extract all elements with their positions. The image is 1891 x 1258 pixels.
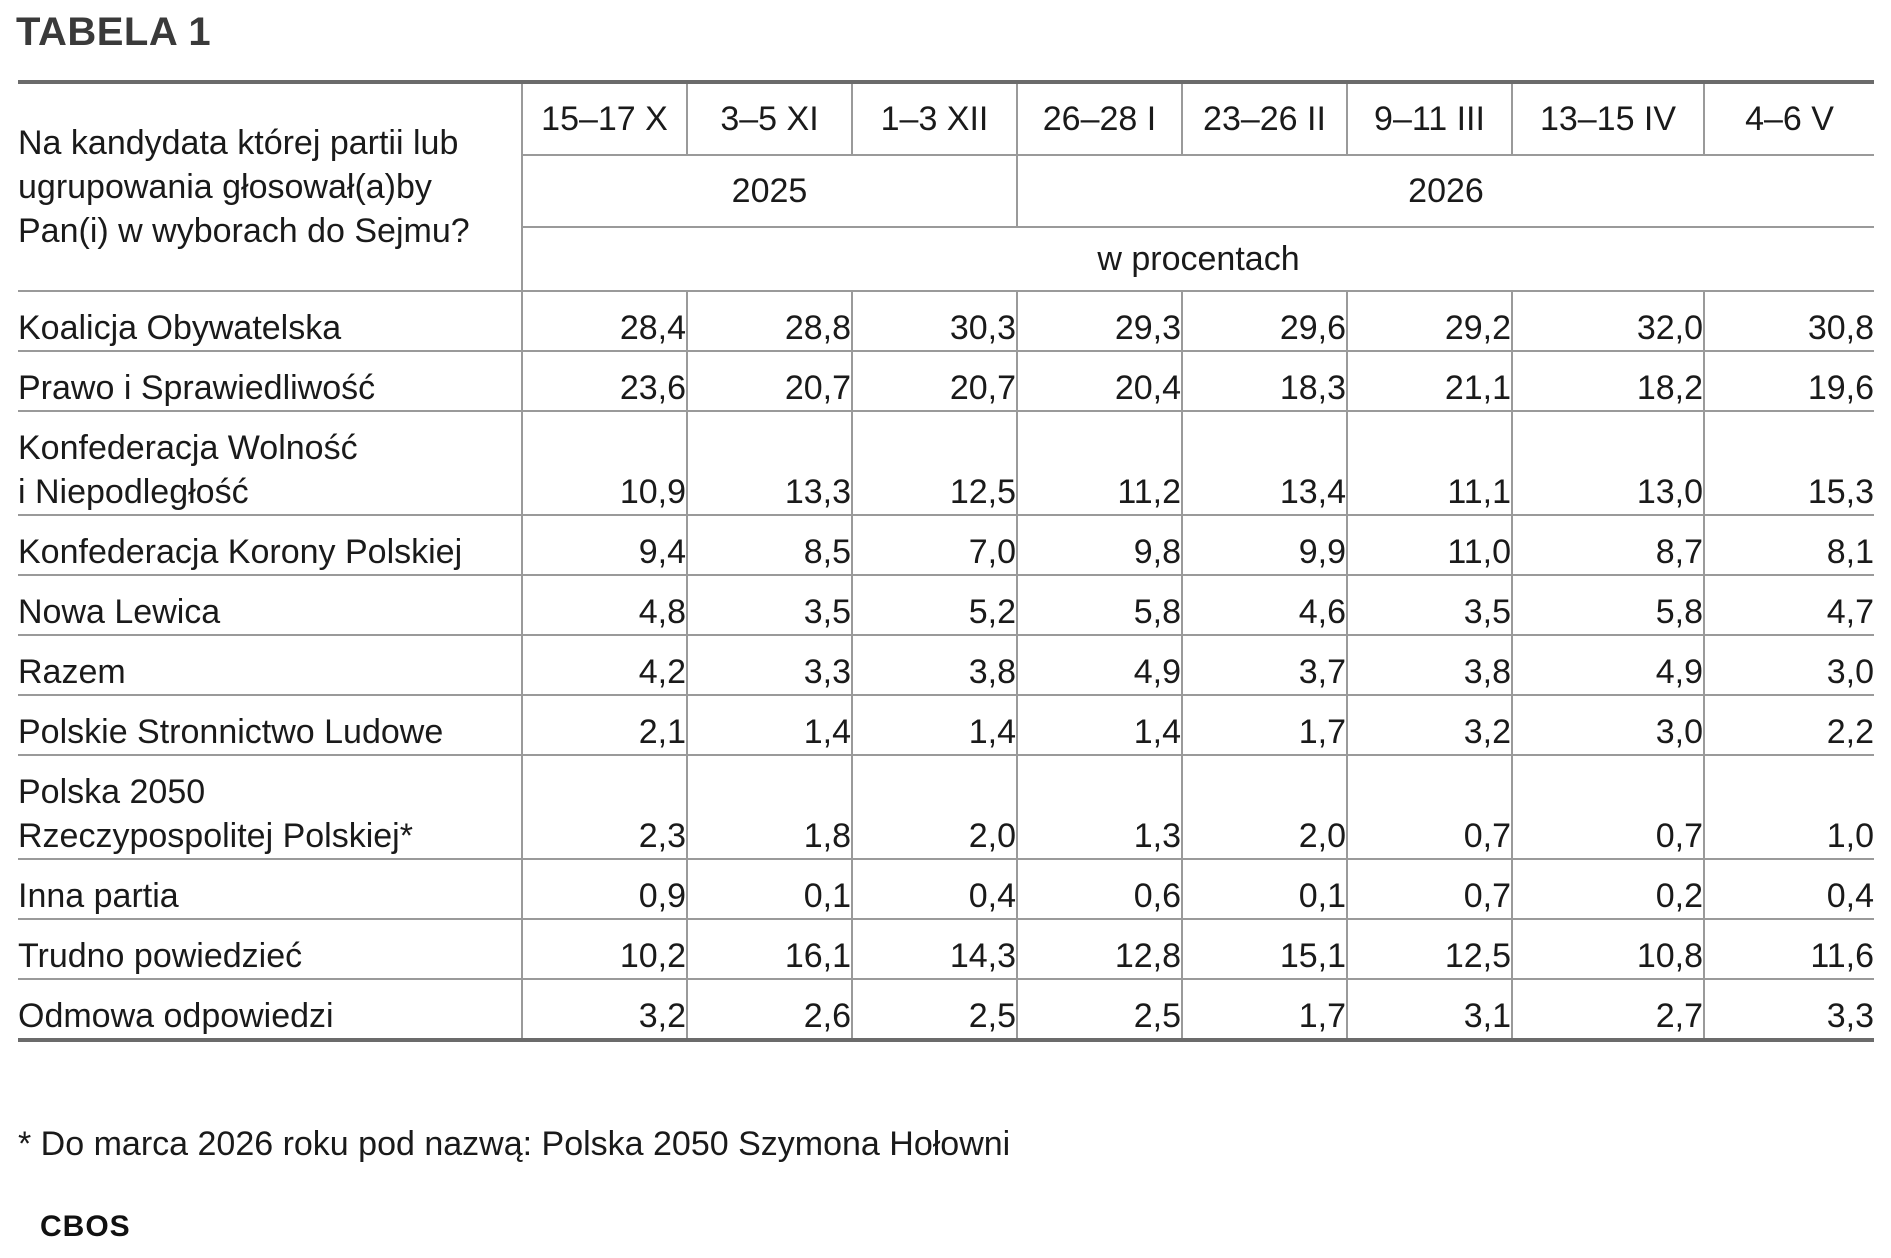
percent-cell: 2,7 bbox=[1512, 979, 1704, 1040]
party-label-line: Trudno powiedzieć bbox=[18, 937, 303, 975]
percent-cell: 0,1 bbox=[687, 859, 852, 919]
percent-cell: 7,0 bbox=[852, 515, 1017, 575]
percent-cell: 12,8 bbox=[1017, 919, 1182, 979]
table-row bbox=[18, 859, 1874, 919]
percent-cell: 1,4 bbox=[687, 695, 852, 755]
percent-cell: 3,0 bbox=[1512, 695, 1704, 755]
percent-cell: 3,8 bbox=[1347, 635, 1512, 695]
date-header: 3–5 XI bbox=[687, 82, 852, 155]
table-row bbox=[18, 515, 1874, 575]
percent-cell: 2,6 bbox=[687, 979, 852, 1040]
percent-cell: 2,2 bbox=[1704, 695, 1874, 755]
percent-cell: 15,1 bbox=[1182, 919, 1347, 979]
party-label bbox=[18, 575, 522, 635]
percent-cell: 18,3 bbox=[1182, 351, 1347, 411]
percent-cell: 1,3 bbox=[1017, 755, 1182, 859]
percent-cell: 3,3 bbox=[687, 635, 852, 695]
percent-cell: 4,6 bbox=[1182, 575, 1347, 635]
percent-cell: 8,7 bbox=[1512, 515, 1704, 575]
date-header: 9–11 III bbox=[1347, 82, 1512, 155]
table-row bbox=[18, 979, 1874, 1040]
table-row bbox=[18, 635, 1874, 695]
party-label-line: Nowa Lewica bbox=[18, 593, 221, 631]
question-header bbox=[18, 82, 522, 291]
percent-cell: 1,0 bbox=[1704, 755, 1874, 859]
percent-cell: 0,7 bbox=[1347, 859, 1512, 919]
party-label bbox=[18, 979, 522, 1040]
percent-cell: 5,2 bbox=[852, 575, 1017, 635]
percent-cell: 13,4 bbox=[1182, 411, 1347, 515]
percent-cell: 29,3 bbox=[1017, 291, 1182, 351]
percent-cell: 10,8 bbox=[1512, 919, 1704, 979]
year-header-2025: 2025 bbox=[522, 155, 1017, 227]
percent-cell: 10,2 bbox=[522, 919, 687, 979]
party-label-line: Inna partia bbox=[18, 877, 179, 915]
percent-cell: 30,3 bbox=[852, 291, 1017, 351]
percent-cell: 9,4 bbox=[522, 515, 687, 575]
party-label bbox=[18, 291, 522, 351]
percent-cell: 1,7 bbox=[1182, 695, 1347, 755]
table-row bbox=[18, 411, 1874, 515]
percent-cell: 3,5 bbox=[1347, 575, 1512, 635]
percent-cell: 5,8 bbox=[1512, 575, 1704, 635]
percent-cell: 19,6 bbox=[1704, 351, 1874, 411]
percent-cell: 23,6 bbox=[522, 351, 687, 411]
percent-cell: 9,8 bbox=[1017, 515, 1182, 575]
party-label-line: Rzeczypospolitej Polskiej* bbox=[18, 817, 413, 855]
percent-cell: 2,0 bbox=[1182, 755, 1347, 859]
table-row bbox=[18, 695, 1874, 755]
question-line: Na kandydata której partii lub bbox=[18, 124, 459, 162]
percent-cell: 11,1 bbox=[1347, 411, 1512, 515]
percent-cell: 0,2 bbox=[1512, 859, 1704, 919]
percent-cell: 4,9 bbox=[1512, 635, 1704, 695]
party-label bbox=[18, 515, 522, 575]
percent-cell: 2,1 bbox=[522, 695, 687, 755]
percent-cell: 1,7 bbox=[1182, 979, 1347, 1040]
party-label bbox=[18, 411, 522, 515]
party-label bbox=[18, 919, 522, 979]
percent-cell: 2,3 bbox=[522, 755, 687, 859]
footnote: * Do marca 2026 roku pod nazwą: Polska 2050 Szymona Hołowni bbox=[18, 1125, 1011, 1163]
table-row bbox=[18, 755, 1874, 859]
date-header: 13–15 IV bbox=[1512, 82, 1704, 155]
percent-cell: 2,5 bbox=[1017, 979, 1182, 1040]
percent-cell: 3,5 bbox=[687, 575, 852, 635]
percent-cell: 20,4 bbox=[1017, 351, 1182, 411]
percent-cell: 1,4 bbox=[1017, 695, 1182, 755]
percent-cell: 11,2 bbox=[1017, 411, 1182, 515]
date-header: 15–17 X bbox=[522, 82, 687, 155]
percent-cell: 0,7 bbox=[1347, 755, 1512, 859]
percent-cell: 0,4 bbox=[852, 859, 1017, 919]
percent-cell: 11,0 bbox=[1347, 515, 1512, 575]
percent-cell: 11,6 bbox=[1704, 919, 1874, 979]
year-header-2026: 2026 bbox=[1017, 155, 1874, 227]
percent-cell: 4,8 bbox=[522, 575, 687, 635]
percent-cell: 8,1 bbox=[1704, 515, 1874, 575]
percent-cell: 10,9 bbox=[522, 411, 687, 515]
percent-cell: 14,3 bbox=[852, 919, 1017, 979]
percent-cell: 0,7 bbox=[1512, 755, 1704, 859]
percent-cell: 12,5 bbox=[852, 411, 1017, 515]
party-label-line: Polskie Stronnictwo Ludowe bbox=[18, 713, 444, 751]
party-label bbox=[18, 351, 522, 411]
table-row bbox=[18, 291, 1874, 351]
percent-cell: 2,5 bbox=[852, 979, 1017, 1040]
percent-cell: 29,2 bbox=[1347, 291, 1512, 351]
percent-cell: 0,4 bbox=[1704, 859, 1874, 919]
table-row bbox=[18, 919, 1874, 979]
table-row bbox=[18, 575, 1874, 635]
percent-cell: 30,8 bbox=[1704, 291, 1874, 351]
table-title: TABELA 1 bbox=[16, 10, 212, 54]
percent-cell: 3,1 bbox=[1347, 979, 1512, 1040]
percent-cell: 5,8 bbox=[1017, 575, 1182, 635]
party-label bbox=[18, 755, 522, 859]
percent-cell: 0,9 bbox=[522, 859, 687, 919]
party-label bbox=[18, 859, 522, 919]
party-label-line: Konfederacja Wolność bbox=[18, 429, 358, 467]
percent-cell: 1,4 bbox=[852, 695, 1017, 755]
percent-cell: 21,1 bbox=[1347, 351, 1512, 411]
date-header: 26–28 I bbox=[1017, 82, 1182, 155]
percent-cell: 2,0 bbox=[852, 755, 1017, 859]
percent-cell: 13,3 bbox=[687, 411, 852, 515]
party-label-line: Konfederacja Korony Polskiej bbox=[18, 533, 463, 571]
question-line: Pan(i) w wyborach do Sejmu? bbox=[18, 212, 470, 250]
percent-cell: 18,2 bbox=[1512, 351, 1704, 411]
percent-cell: 3,7 bbox=[1182, 635, 1347, 695]
percent-cell: 3,2 bbox=[1347, 695, 1512, 755]
percent-cell: 4,9 bbox=[1017, 635, 1182, 695]
percent-cell: 28,4 bbox=[522, 291, 687, 351]
percent-cell: 3,2 bbox=[522, 979, 687, 1040]
percent-cell: 3,8 bbox=[852, 635, 1017, 695]
date-header: 23–26 II bbox=[1182, 82, 1347, 155]
date-header: 1–3 XII bbox=[852, 82, 1017, 155]
percent-cell: 3,0 bbox=[1704, 635, 1874, 695]
party-label bbox=[18, 635, 522, 695]
percent-cell: 15,3 bbox=[1704, 411, 1874, 515]
party-label-line: i Niepodległość bbox=[18, 473, 249, 511]
percent-cell: 4,2 bbox=[522, 635, 687, 695]
percent-cell: 16,1 bbox=[687, 919, 852, 979]
table-row bbox=[18, 351, 1874, 411]
percent-cell: 32,0 bbox=[1512, 291, 1704, 351]
poll-table bbox=[18, 80, 1874, 1042]
source-logo: CBOS bbox=[40, 1210, 131, 1243]
percent-cell: 9,9 bbox=[1182, 515, 1347, 575]
question-line: ugrupowania głosował(a)by bbox=[18, 168, 432, 206]
percent-cell: 1,8 bbox=[687, 755, 852, 859]
percent-cell: 20,7 bbox=[852, 351, 1017, 411]
party-label-line: Razem bbox=[18, 653, 126, 691]
percent-cell: 0,6 bbox=[1017, 859, 1182, 919]
percent-cell: 12,5 bbox=[1347, 919, 1512, 979]
party-label-line: Polska 2050 bbox=[18, 773, 206, 811]
percent-cell: 0,1 bbox=[1182, 859, 1347, 919]
date-header: 4–6 V bbox=[1704, 82, 1874, 155]
party-label-line: Koalicja Obywatelska bbox=[18, 309, 342, 347]
party-label-line: Odmowa odpowiedzi bbox=[18, 997, 334, 1035]
percent-cell: 13,0 bbox=[1512, 411, 1704, 515]
percent-cell: 3,3 bbox=[1704, 979, 1874, 1040]
party-label bbox=[18, 695, 522, 755]
percent-cell: 20,7 bbox=[687, 351, 852, 411]
percent-cell: 28,8 bbox=[687, 291, 852, 351]
percent-cell: 4,7 bbox=[1704, 575, 1874, 635]
percent-cell: 8,5 bbox=[687, 515, 852, 575]
percent-cell: 29,6 bbox=[1182, 291, 1347, 351]
party-label-line: Prawo i Sprawiedliwość bbox=[18, 369, 376, 407]
table-body bbox=[18, 291, 1874, 1040]
unit-header: w procentach bbox=[522, 227, 1874, 291]
